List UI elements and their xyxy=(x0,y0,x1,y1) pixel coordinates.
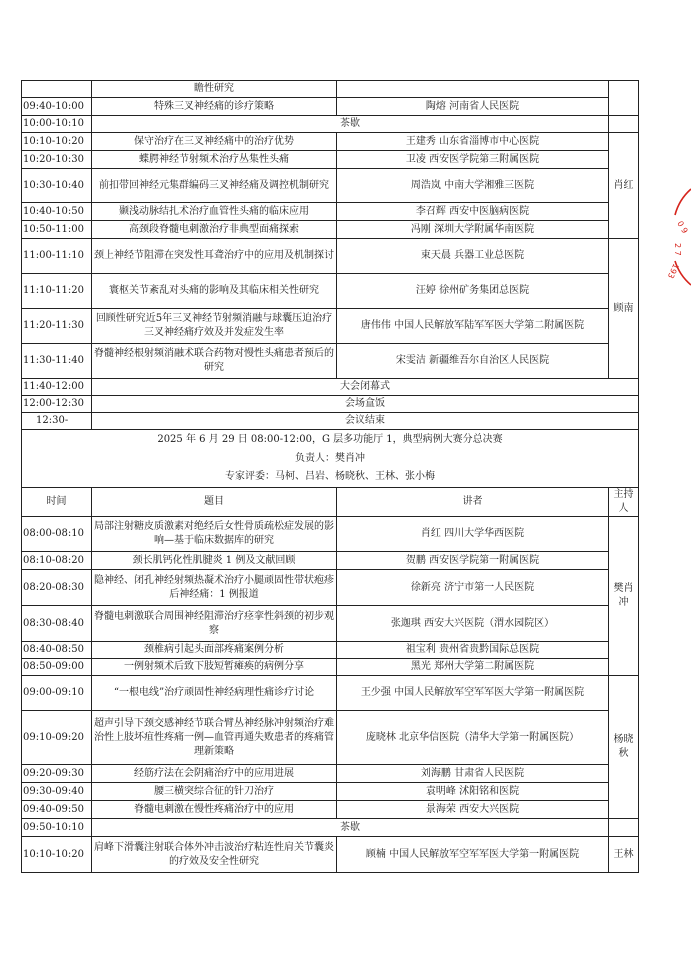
topic-cell: 瞻性研究 xyxy=(92,81,337,98)
topic-cell: 高颈段脊髓电刺激治疗非典型面痛探索 xyxy=(92,221,337,239)
time-cell: 11:20-11:30 xyxy=(22,309,92,344)
table-row xyxy=(22,676,639,711)
session-responsible: 负责人：樊肖冲 xyxy=(22,450,639,468)
header-time: 时间 xyxy=(22,488,92,517)
time-cell: 10:00-10:10 xyxy=(22,116,92,133)
table-row xyxy=(22,413,639,430)
table-row xyxy=(22,819,639,837)
topic-cell: 颞浅动脉结扎术治疗血管性头痛的临床应用 xyxy=(92,203,337,221)
table-row xyxy=(22,116,639,133)
table-row xyxy=(22,133,639,151)
speaker-cell: 王建秀 山东省淄博市中心医院 xyxy=(337,133,609,151)
time-cell: 08:50-09:00 xyxy=(22,659,92,676)
host-cell xyxy=(609,116,639,133)
session-experts-row xyxy=(22,468,639,488)
speaker-cell xyxy=(337,81,609,98)
time-cell: 09:10-09:20 xyxy=(22,711,92,765)
session-experts: 专家评委：马柯、吕岩、杨晓秋、王林、张小梅 xyxy=(22,468,639,488)
host-cell: 杨晓秋 xyxy=(609,676,639,819)
seal-stamp-fragment xyxy=(665,185,691,295)
event-cell: 会议结束 xyxy=(92,413,639,430)
table-row xyxy=(22,98,639,116)
break-cell: 茶歇 xyxy=(92,819,609,837)
table-row xyxy=(22,203,639,221)
time-cell: 09:20-09:30 xyxy=(22,765,92,783)
table-row xyxy=(22,344,639,379)
table-row xyxy=(22,642,639,659)
topic-cell: 超声引导下颈交感神经节联合臂丛神经脉冲射频治疗难治性上肢坏疽性疼痛一例—血管再通失败患者的疼痛管理新策略 xyxy=(92,711,337,765)
event-cell: 会场盒饭 xyxy=(92,396,639,413)
speaker-cell: 张迦琪 西安大兴医院（渭水园院区） xyxy=(337,606,609,642)
table-row xyxy=(22,570,639,606)
speaker-cell: 束天晨 兵器工业总医院 xyxy=(337,239,609,274)
topic-cell: 颈上神经节阻滞在突发性耳聋治疗中的应用及机制探讨 xyxy=(92,239,337,274)
topic-cell: 腰三横突综合征的针刀治疗 xyxy=(92,783,337,801)
speaker-cell: 刘海鹏 甘肃省人民医院 xyxy=(337,765,609,783)
time-cell: 10:40-10:50 xyxy=(22,203,92,221)
topic-cell: “一根电线”治疗顽固性神经病理性痛诊疗讨论 xyxy=(92,676,337,711)
table-row xyxy=(22,837,639,873)
time-cell: 10:10-10:20 xyxy=(22,133,92,151)
time-cell: 11:00-11:10 xyxy=(22,239,92,274)
topic-cell: 隐神经、闭孔神经射频热凝术治疗小腿顽固性带状疱疹后神经痛：1 例报道 xyxy=(92,570,337,606)
speaker-cell: 冯刚 深圳大学附属华南医院 xyxy=(337,221,609,239)
time-cell: 08:40-08:50 xyxy=(22,642,92,659)
header-speaker: 讲者 xyxy=(337,488,609,517)
table-row xyxy=(22,379,639,396)
speaker-cell: 汪婷 徐州矿务集团总医院 xyxy=(337,274,609,309)
host-cell xyxy=(609,819,639,837)
time-cell: 09:40-10:00 xyxy=(22,98,92,116)
speaker-cell: 唐伟伟 中国人民解放军陆军军医大学第二附属医院 xyxy=(337,309,609,344)
topic-cell: 寰枢关节紊乱对头痛的影响及其临床相关性研究 xyxy=(92,274,337,309)
host-cell xyxy=(609,81,639,116)
topic-cell: 特殊三叉神经痛的诊疗策略 xyxy=(92,98,337,116)
speaker-cell: 肖红 四川大学华西医院 xyxy=(337,517,609,552)
session-title-row xyxy=(22,430,639,450)
speaker-cell: 周浩岚 中南大学湘雅三医院 xyxy=(337,169,609,203)
topic-cell: 脊髓电刺激在慢性疼痛治疗中的应用 xyxy=(92,801,337,819)
speaker-cell: 宋雯洁 新疆维吾尔自治区人民医院 xyxy=(337,344,609,379)
event-cell: 大会闭幕式 xyxy=(92,379,639,396)
table-row xyxy=(22,239,639,274)
speaker-cell: 陶熔 河南省人民医院 xyxy=(337,98,609,116)
table-row xyxy=(22,169,639,203)
table-row xyxy=(22,274,639,309)
svg-text:2 7: 2 7 xyxy=(673,243,682,256)
topic-cell: 前扣带回神经元集群编码三叉神经痛及调控机制研究 xyxy=(92,169,337,203)
speaker-cell: 顾楠 中国人民解放军空军军医大学第一附属医院 xyxy=(337,837,609,873)
host-cell: 顾南 xyxy=(609,239,639,379)
topic-cell: 蝶腭神经节射频术治疗丛集性头痛 xyxy=(92,151,337,169)
schedule-table xyxy=(21,80,639,873)
table-row xyxy=(22,659,639,676)
host-cell: 肖红 xyxy=(609,133,639,239)
topic-cell: 颈椎病引起头面部疼痛案例分析 xyxy=(92,642,337,659)
topic-cell: 局部注射糖皮质激素对绝经后女性骨质疏松症发展的影响—基于临床数据库的研究 xyxy=(92,517,337,552)
topic-cell: 经筋疗法在会阴痛治疗中的应用进展 xyxy=(92,765,337,783)
header-row xyxy=(22,488,639,517)
speaker-cell: 徐新亮 济宁市第一人民医院 xyxy=(337,570,609,606)
topic-cell: 颈长肌钙化性肌腱炎 1 例及文献回顾 xyxy=(92,552,337,570)
time-cell: 08:20-08:30 xyxy=(22,570,92,606)
host-cell: 樊肖冲 xyxy=(609,517,639,676)
time-cell: 10:50-11:00 xyxy=(22,221,92,239)
session-responsible-row xyxy=(22,450,639,468)
header-host: 主持人 xyxy=(609,488,639,517)
speaker-cell: 景海荣 西安大兴医院 xyxy=(337,801,609,819)
time-cell: 08:30-08:40 xyxy=(22,606,92,642)
time-cell: 10:10-10:20 xyxy=(22,837,92,873)
topic-cell: 一例射频术后致下肢短暂瘫痪的病例分享 xyxy=(92,659,337,676)
table-row xyxy=(22,606,639,642)
table-row xyxy=(22,801,639,819)
time-cell: 08:10-08:20 xyxy=(22,552,92,570)
table-row xyxy=(22,81,639,98)
time-cell: 09:30-09:40 xyxy=(22,783,92,801)
schedule-document xyxy=(21,80,638,873)
time-cell: 11:40-12:00 xyxy=(22,379,92,396)
speaker-cell: 王少强 中国人民解放军空军军医大学第一附属医院 xyxy=(337,676,609,711)
time-cell: 12:30- xyxy=(22,413,92,430)
topic-cell: 回顾性研究近5年三叉神经节射频消融与球囊压迫治疗三叉神经痛疗效及并发症发生率 xyxy=(92,309,337,344)
table-row xyxy=(22,151,639,169)
header-topic: 题目 xyxy=(92,488,337,517)
break-cell: 茶歇 xyxy=(92,116,609,133)
session-title: 2025 年 6 月 29 日 08:00-12:00，G 层多功能厅 1，典型病例大赛分总决赛 xyxy=(22,430,639,450)
topic-cell: 脊髓神经根射频消融术联合药物对慢性头痛患者预后的研究 xyxy=(92,344,337,379)
time-cell: 11:30-11:40 xyxy=(22,344,92,379)
table-row xyxy=(22,711,639,765)
speaker-cell: 祖宝利 贵州省贵黔国际总医院 xyxy=(337,642,609,659)
time-cell xyxy=(22,81,92,98)
table-row xyxy=(22,765,639,783)
topic-cell: 肩峰下滑囊注射联合体外冲击波治疗粘连性肩关节囊炎的疗效及安全性研究 xyxy=(92,837,337,873)
time-cell: 11:10-11:20 xyxy=(22,274,92,309)
table-row xyxy=(22,552,639,570)
topic-cell: 保守治疗在三叉神经痛中的治疗优势 xyxy=(92,133,337,151)
speaker-cell: 卫凌 西安医学院第三附属医院 xyxy=(337,151,609,169)
speaker-cell: 黑光 郑州大学第二附属医院 xyxy=(337,659,609,676)
speaker-cell: 庞晓林 北京华信医院（清华大学第一附属医院） xyxy=(337,711,609,765)
time-cell: 09:50-10:10 xyxy=(22,819,92,837)
time-cell: 09:40-09:50 xyxy=(22,801,92,819)
table-row xyxy=(22,396,639,413)
time-cell: 08:00-08:10 xyxy=(22,517,92,552)
host-cell: 王林 xyxy=(609,837,639,873)
table-row xyxy=(22,783,639,801)
speaker-cell: 袁明峰 沭阳铭和医院 xyxy=(337,783,609,801)
time-cell: 09:00-09:10 xyxy=(22,676,92,711)
table-row xyxy=(22,517,639,552)
time-cell: 10:20-10:30 xyxy=(22,151,92,169)
topic-cell: 脊髓电刺激联合周围神经阻滞治疗痉挛性斜颈的初步观察 xyxy=(92,606,337,642)
svg-text:193: 193 xyxy=(665,262,681,280)
speaker-cell: 贺鹏 西安医学院第一附属医院 xyxy=(337,552,609,570)
table-row xyxy=(22,309,639,344)
time-cell: 10:30-10:40 xyxy=(22,169,92,203)
table-row xyxy=(22,221,639,239)
speaker-cell: 李召辉 西安中医脑病医院 xyxy=(337,203,609,221)
time-cell: 12:00-12:30 xyxy=(22,396,92,413)
svg-text:0 9: 0 9 xyxy=(675,219,690,236)
